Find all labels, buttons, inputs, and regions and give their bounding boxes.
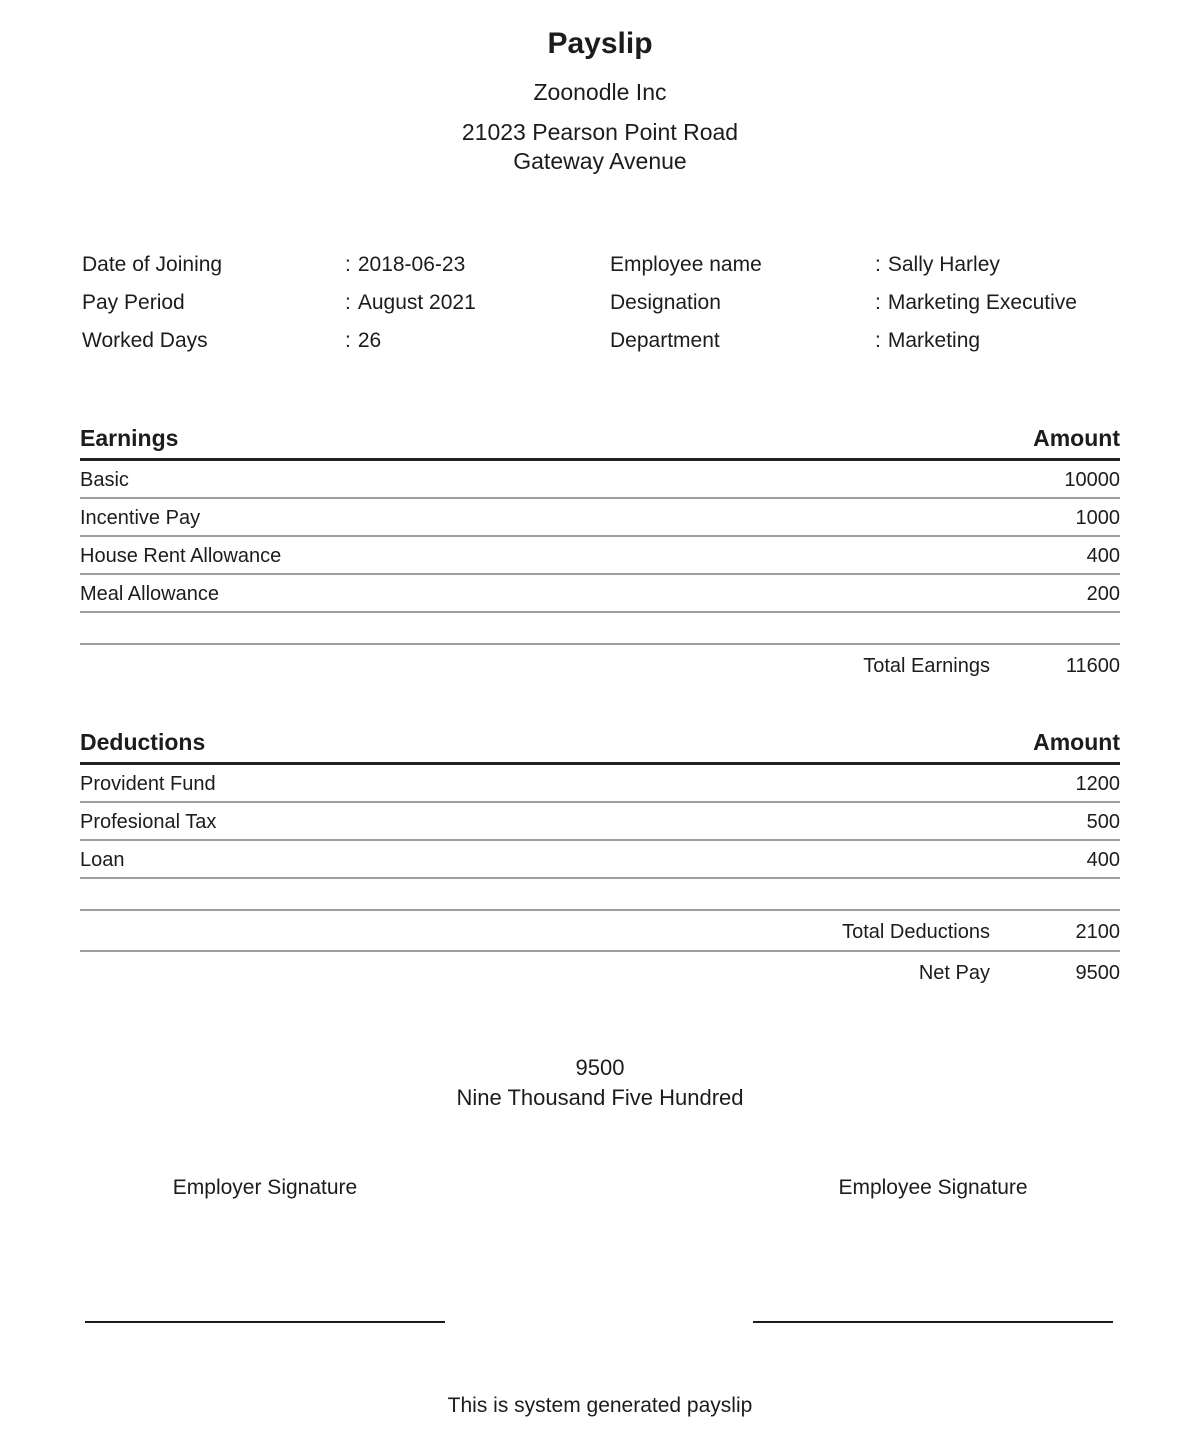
info-label: Department xyxy=(610,329,720,352)
net-pay-amount: 9500 xyxy=(1075,962,1120,984)
employee-signature-line xyxy=(753,1321,1113,1323)
employer-signature-label: Employer Signature xyxy=(172,1176,358,1199)
info-row-date-of-joining xyxy=(82,246,530,284)
table-row xyxy=(80,461,1120,499)
net-pay-label: Net Pay xyxy=(918,962,990,984)
row-amount: 1000 xyxy=(1075,507,1120,529)
total-deductions-amount: 2100 xyxy=(1075,921,1120,943)
earnings-amount-header: Amount xyxy=(1033,425,1120,451)
doc-header xyxy=(0,0,1200,176)
row-amount: 500 xyxy=(1086,811,1120,833)
earnings-header xyxy=(80,424,1120,461)
info-value xyxy=(345,246,465,284)
signature-lines xyxy=(0,1321,1200,1323)
row-amount: 200 xyxy=(1086,583,1120,605)
total-earnings-row xyxy=(80,645,1120,684)
employee-info-section xyxy=(0,246,1200,360)
net-pay-number: 9500 xyxy=(575,1055,625,1080)
info-value-text: 2018-06-23 xyxy=(357,253,466,276)
company-name: Zoonodle Inc xyxy=(533,79,667,105)
info-label: Date of Joining xyxy=(82,253,223,276)
info-value-text: Marketing xyxy=(887,329,981,352)
table-row xyxy=(80,803,1120,841)
empty-row-divider xyxy=(80,879,1120,911)
signature-labels xyxy=(0,1175,1200,1201)
info-value xyxy=(875,322,980,360)
info-value xyxy=(345,284,476,322)
earnings-title: Earnings xyxy=(80,425,179,451)
row-label: Provident Fund xyxy=(80,773,216,795)
employee-info-left-column xyxy=(82,246,530,360)
row-amount: 400 xyxy=(1086,849,1120,871)
info-value-text: Marketing Executive xyxy=(887,291,1077,314)
info-row-designation xyxy=(610,284,1118,322)
table-row xyxy=(80,765,1120,803)
deductions-title: Deductions xyxy=(80,729,206,755)
row-label: House Rent Allowance xyxy=(80,545,282,567)
colon: : xyxy=(875,253,881,276)
info-row-pay-period xyxy=(82,284,530,322)
employer-signature-line xyxy=(85,1321,445,1323)
info-row-employee-name xyxy=(610,246,1118,284)
earnings-table xyxy=(80,424,1120,684)
footer-note: This is system generated payslip xyxy=(447,1394,753,1417)
net-pay-in-words xyxy=(0,1053,1200,1113)
empty-row-divider xyxy=(80,613,1120,645)
row-label: Incentive Pay xyxy=(80,507,201,529)
info-value-text: 26 xyxy=(357,329,382,352)
deductions-table xyxy=(80,728,1120,991)
row-amount: 10000 xyxy=(1064,469,1120,491)
info-row-worked-days xyxy=(82,322,530,360)
deductions-amount-header: Amount xyxy=(1033,729,1120,755)
row-label: Meal Allowance xyxy=(80,583,219,605)
company-address xyxy=(0,118,1200,176)
net-pay-words: Nine Thousand Five Hundred xyxy=(456,1085,744,1110)
row-label: Basic xyxy=(80,469,129,491)
row-label: Profesional Tax xyxy=(80,811,217,833)
info-label: Designation xyxy=(610,291,721,314)
colon: : xyxy=(345,291,351,314)
table-row xyxy=(80,841,1120,879)
total-deductions-row xyxy=(80,911,1120,952)
info-label: Pay Period xyxy=(82,291,185,314)
total-deductions-label: Total Deductions xyxy=(842,921,990,943)
page-title: Payslip xyxy=(547,27,653,60)
info-label: Employee name xyxy=(610,253,762,276)
address-line-1: 21023 Pearson Point Road xyxy=(461,119,739,145)
colon: : xyxy=(875,329,881,352)
colon: : xyxy=(345,329,351,352)
row-amount: 1200 xyxy=(1075,773,1120,795)
row-label: Loan xyxy=(80,849,125,871)
row-amount: 400 xyxy=(1086,545,1120,567)
total-earnings-label: Total Earnings xyxy=(863,655,990,677)
info-value-text: Sally Harley xyxy=(887,253,1000,276)
info-value xyxy=(345,322,381,360)
table-row xyxy=(80,499,1120,537)
total-earnings-amount: 11600 xyxy=(1065,655,1120,677)
info-value-text: August 2021 xyxy=(357,291,476,314)
deductions-header xyxy=(80,728,1120,765)
info-value xyxy=(875,246,1000,284)
address-line-2: Gateway Avenue xyxy=(513,148,687,174)
table-row xyxy=(80,537,1120,575)
table-row xyxy=(80,575,1120,613)
info-row-department xyxy=(610,322,1118,360)
colon: : xyxy=(875,291,881,314)
net-pay-row xyxy=(80,952,1120,991)
employee-info-right-column xyxy=(610,246,1118,360)
info-label: Worked Days xyxy=(82,329,208,352)
employee-signature-label: Employee Signature xyxy=(838,1176,1028,1199)
colon: : xyxy=(345,253,351,276)
info-value xyxy=(875,284,1077,322)
